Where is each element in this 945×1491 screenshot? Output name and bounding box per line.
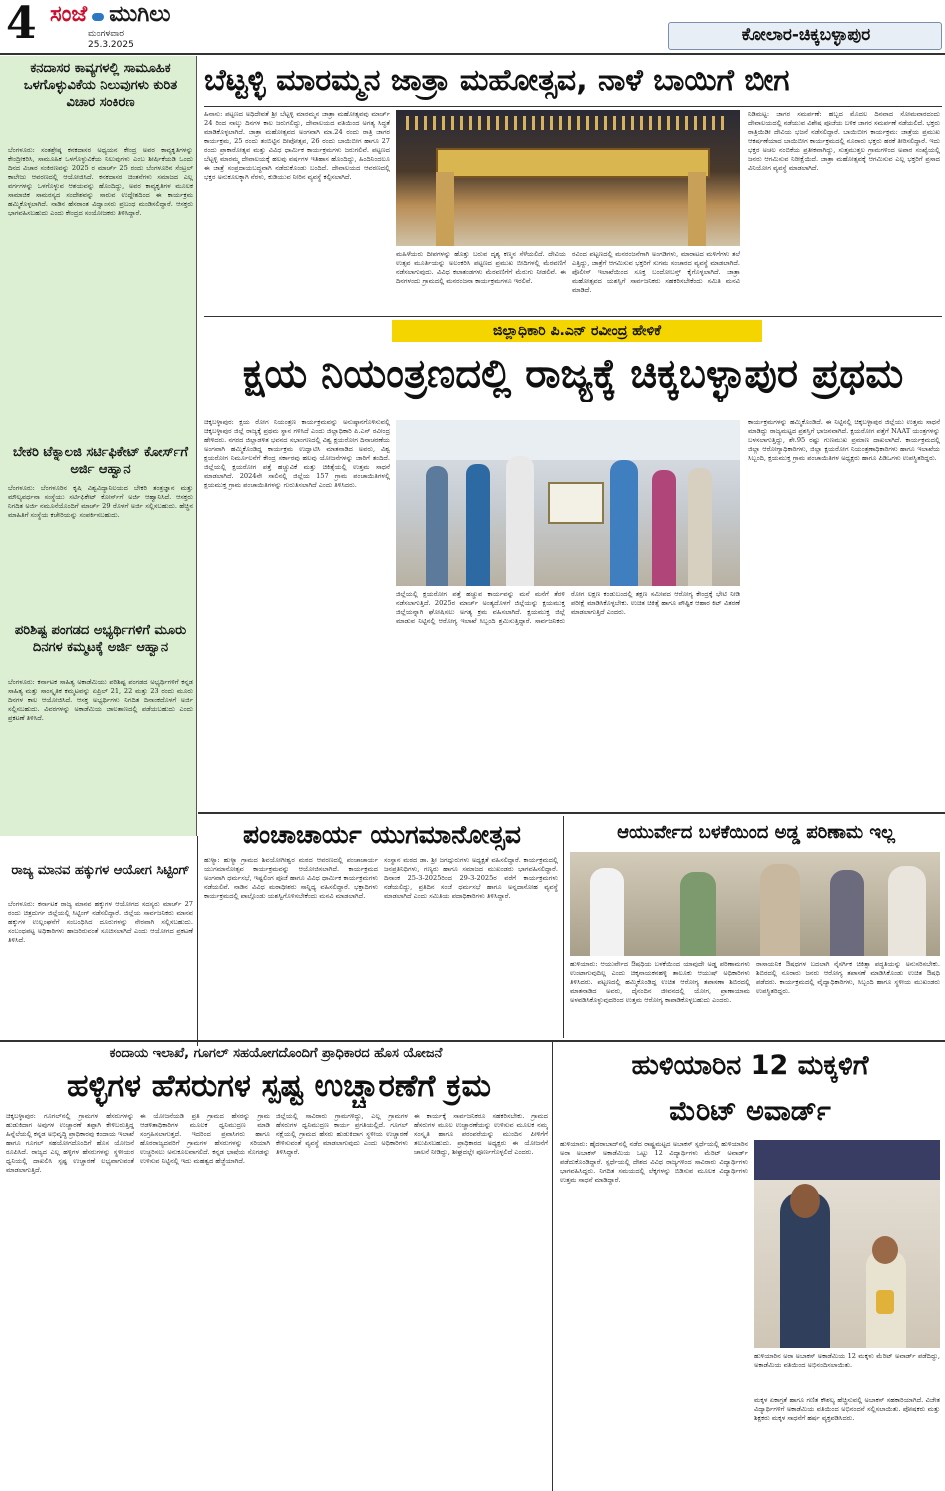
person-2: [466, 464, 490, 586]
student-face: [872, 1236, 898, 1264]
temple-pillar-right: [688, 172, 706, 246]
story2-bottom-rule: [198, 812, 945, 814]
temple-gate-arch: [436, 148, 710, 178]
cloud-icon: [92, 13, 104, 21]
story3-divider: [563, 816, 564, 1038]
issue-date: 25.3.2025: [88, 40, 134, 50]
story2-col1: ಚಿಕ್ಕಬಳ್ಳಾಪುರ: ಕ್ಷಯ ರೋಗ ನಿಯಂತ್ರಣ ಕಾರ್ಯಕ್ರಮವನ್ನು ಅನುಷ್ಠಾನಗೊಳಿಸುವಲ್ಲಿ ಚಿಕ್ಕಬಳ್ಳಾಪುರ ಜಿಲ್ಲೆ ರಾಜ್ಯಕ್ಕೆ ಪ್ರಥಮ ಸ್ಥಾನ ಗಳಿಸಿದೆ ಎಂದು ಜಿಲ್ಲಾಧಿಕಾರಿ ಪಿ.ಎನ್ ರವೀಂದ್ರ ಹೇಳಿದರು. ನಗರದ ಜಿಲ್ಲಾಡಳಿತ ಭವನದ ಸಭಾಂಗಣದಲ್ಲಿ ವಿಶ್ವ ಕ್ಷಯರೋಗ ದಿನಾಚರಣೆಯ ಅಂಗವಾಗಿ ಹಮ್ಮಿಕೊಂಡಿದ್ದ ಕಾರ್ಯಕ್ರಮ ಉದ್ಘಾಟಿಸಿ ಮಾತನಾಡಿದ ಅವರು, ವಿಶ್ವ ಕ್ಷಯರೋಗ ನಿರ್ಮೂಲನೆಗೆ ಕೇಂದ್ರ ಸರ್ಕಾರವು ಹಲವು ಯೋಜನೆಗಳನ್ನು ಜಾರಿಗೆ ತಂದಿದೆ. ಜಿಲ್ಲೆಯಲ್ಲಿ ಕ್ಷಯರೋಗ ಪತ್ತೆ ಹಚ್ಚುವಿಕೆ ಮತ್ತು ಚಿಕಿತ್ಸೆಯಲ್ಲಿ ಉತ್ತಮ ಸಾಧನೆ ಮಾಡಲಾಗಿದೆ. 2024ನೇ ಸಾಲಿನಲ್ಲಿ ಜಿಲ್ಲೆಯ 157 ಗ್ರಾಮ ಪಂಚಾಯಿತಿಗಳಲ್ಲಿ ಕ್ಷಯಮುಕ್ತ ಗ್ರಾಮ ಪಂಚಾಯಿತಿಗಳನ್ನು ಗುರುತಿಸಲಾಗಿದೆ ಎಂದು ತಿಳಿಸಿದರು.: [204, 418, 390, 489]
story5-headline: ಹಳ್ಳಿಗಳ ಹೆಸರುಗಳ ಸ್ಪಷ್ಟ ಉಚ್ಚಾರಣೆಗೆ ಕ್ರಮ: [67, 1068, 491, 1104]
person-5: [652, 470, 676, 586]
story1-headline: ಬೆಟ್ಟಳ್ಳಿ ಮಾರಮ್ಮನ ಜಾತ್ರಾ ಮಹೋತ್ಸವ, ನಾಳೆ ಬಾಯಿಗೆ ಬೀಗ: [204, 63, 790, 98]
story6-headline-line2: ಮೆರಿಟ್ ಅವಾರ್ಡ್: [669, 1096, 831, 1127]
story6-photo: [754, 1140, 940, 1348]
temple-lights: [406, 116, 730, 130]
sidebar-divider: [197, 836, 198, 1046]
masthead: [0, 0, 945, 52]
story2-headline: ಕ್ಷಯ ನಿಯಂತ್ರಣದಲ್ಲಿ ರಾಜ್ಯಕ್ಕೆ ಚಿಕ್ಕಬಳ್ಳಾಪುರ ಪ್ರಥಮ: [242, 351, 904, 397]
academy-banner: [754, 1140, 940, 1180]
story4-col1: ಹುಳಿಯಾರು: ಆಯುರ್ವೇದ ಔಷಧಿಯ ಬಳಕೆಯಿಂದ ಯಾವುದೇ ಅಡ್ಡ ಪರಿಣಾಮಗಳು ಉಂಟಾಗುವುದಿಲ್ಲ ಎಂದು ಚಿಕ್ಕನಾಯಕನಹಳ್ಳಿ ತಾಲೂಕು ಆಯುಷ್ ಅಧಿಕಾರಿಗಳು ತಿಳಿಸಿದರು. ಪಟ್ಟಣದಲ್ಲಿ ಹಮ್ಮಿಕೊಂಡಿದ್ದ ಉಚಿತ ಆರೋಗ್ಯ ತಪಾಸಣಾ ಶಿಬಿರದಲ್ಲಿ ಮಾತನಾಡಿದ ಅವರು, ದೈನಂದಿನ ಜೀವನದಲ್ಲಿ ಯೋಗ, ಪ್ರಾಣಾಯಾಮ ಅಳವಡಿಸಿಕೊಳ್ಳುವುದರಿಂದ ಉತ್ತಮ ಆರೋಗ್ಯ ಕಾಪಾಡಿಕೊಳ್ಳಬಹುದು ಎಂದರು.: [570, 960, 750, 1004]
newspaper-logo: [50, 2, 171, 27]
story2-tag: ಜಿಲ್ಲಾಧಿಕಾರಿ ಪಿ.ಎನ್ ರವೀಂದ್ರ ಹೇಳಿಕೆ: [492, 323, 662, 339]
story4-photo: [570, 852, 940, 956]
logo-part1: ಸಂಜೆ: [50, 2, 88, 27]
sidebar-heading-3: ಪರಿಶಿಷ್ಟ ಪಂಗಡದ ಅಭ್ಯರ್ಥಿಗಳಿಗೆ ಮೂರು ದಿನಗಳ ಕಮ್ಮಟಕ್ಕೆ ಅರ್ಜಿ ಆಹ್ವಾನ: [14, 623, 187, 655]
award-frame: [548, 482, 604, 524]
person-6: [688, 468, 712, 586]
story5-col1: ಚಿಕ್ಕಬಳ್ಳಾಪುರ: ಗೂಗಲ್‌ನಲ್ಲಿ ಗ್ರಾಮಗಳ ಹೆಸರುಗಳನ್ನು ಹುಡುಕಿದಾಗ ಅವುಗಳ ಉಚ್ಚಾರಣೆ ತಪ್ಪಾಗಿ ಕೇಳಿಬರುತ್ತಿದ್ದ ಹಿನ್ನೆಲೆಯಲ್ಲಿ ಕನ್ನಡ ಅಭಿವೃದ್ಧಿ ಪ್ರಾಧಿಕಾರವು ಕಂದಾಯ ಇಲಾಖೆ ಹಾಗೂ ಗೂಗಲ್ ಸಹಯೋಗದೊಂದಿಗೆ ಹೊಸ ಯೋಜನೆ ರೂಪಿಸಿದೆ. ರಾಜ್ಯದ ಎಲ್ಲ ಹಳ್ಳಿಗಳ ಹೆಸರುಗಳನ್ನು ಸ್ಥಳೀಯರ ಧ್ವನಿಯಲ್ಲಿ ದಾಖಲಿಸಿ ಸ್ಪಷ್ಟ ಉಚ್ಚಾರಣೆ ಲಭ್ಯವಾಗುವಂತೆ ಮಾಡಲಾಗುತ್ತಿದೆ.: [6, 1112, 134, 1174]
story4-bottom-rule: [0, 1040, 945, 1042]
story1-rule: [204, 106, 942, 107]
stage-backdrop: [396, 420, 740, 460]
story3-col1: ಹುಳ್ಯಾ: ಹುಳ್ಯಾ ಗ್ರಾಮದ ಶಿವಯೋಗೀಶ್ವರ ಮಠದ ಆವರಣದಲ್ಲಿ ಪಂಚಾಚಾರ್ಯ ಯುಗಮಾನೋತ್ಸವ ಕಾರ್ಯಕ್ರಮವನ್ನು ಆಯೋಜಿಸಲಾಗಿದೆ. ಕಾರ್ಯಕ್ರಮದ ಅಂಗವಾಗಿ ಧರ್ಮಸಭೆ, ಇಷ್ಟಲಿಂಗ ಪೂಜೆ ಹಾಗೂ ವಿವಿಧ ಧಾರ್ಮಿಕ ಕಾರ್ಯಕ್ರಮಗಳು ನಡೆಯಲಿವೆ. ನಾಡಿನ ವಿವಿಧ ಮಠಾಧೀಶರು ಸಾನ್ನಿಧ್ಯ ವಹಿಸಲಿದ್ದಾರೆ. ಭಕ್ತಾದಿಗಳು ಕಾರ್ಯಕ್ರಮದಲ್ಲಿ ಪಾಲ್ಗೊಂಡು ಯಶಸ್ವಿಗೊಳಿಸಬೇಕೆಂದು ಮನವಿ ಮಾಡಲಾಗಿದೆ.: [204, 856, 378, 900]
patient-figure-1: [680, 872, 716, 956]
story1-col1: ಹಿನಾಸು: ಪಟ್ಟಣದ ಅಧಿದೇವತೆ ಶ್ರೀ ಬೆಟ್ಟಳ್ಳಿ ಮಾರಮ್ಮನ ಜಾತ್ರಾ ಮಹೋತ್ಸವವು ಮಾರ್ಚ್ 24 ರಿಂದ ನಾಲ್ಕು ದಿನಗಳ ಕಾಲ ಜರುಗಲಿದ್ದು, ದೇವಾಲಯದ ವತಿಯಿಂದ ಅಗತ್ಯ ಸಿದ್ಧತೆ ಮಾಡಿಕೊಳ್ಳಲಾಗಿದೆ. ಜಾತ್ರಾ ಮಹೋತ್ಸವದ ಅಂಗವಾಗಿ ಮಾ.24 ರಂದು ರಾತ್ರಿ ಜಾಗರ ಕಾರ್ಯಕ್ರಮ, 25 ರಂದು ತಂಬಿಟ್ಟಿನ ದೀಪೋತ್ಸವ, 26 ರಂದು ಬಾಯಿಬೀಗ ಹಾಗೂ 27 ರಂದು ಪ್ರಾಕಾರೋತ್ಸವ ಮತ್ತು ವಿವಿಧ ಧಾರ್ಮಿಕ ಕಾರ್ಯಕ್ರಮಗಳು ಜರುಗಲಿವೆ. ಪಟ್ಟಣದ ಬೆಟ್ಟಳ್ಳಿ ಮಾರಮ್ಮ ದೇವಾಲಯಕ್ಕೆ ಹಲವು ವರ್ಷಗಳ ಇತಿಹಾಸ ಹೊಂದಿದ್ದು, ಹಿಂದಿನಿಂದಲೂ ಈ ಜಾತ್ರೆ ಸಂಪ್ರದಾಯಬದ್ಧವಾಗಿ ನಡೆದುಕೊಂಡು ಬಂದಿದೆ. ದೇವಾಲಯದ ಆವರಣದಲ್ಲಿ ಭಕ್ತರ ಅನುಕೂಲಕ್ಕಾಗಿ ನೆರಳು, ಕುಡಿಯುವ ನೀರಿನ ವ್ಯವಸ್ಥೆ ಕಲ್ಪಿಸಲಾಗಿದೆ.: [204, 110, 390, 181]
story5-divider: [552, 1042, 553, 1491]
issue-day: ಮಂಗಳವಾರ: [88, 29, 125, 39]
page-number: 4: [6, 0, 37, 49]
story1-col4: ನಿಡಿಮಟ್ಟ: ಜಾಗರ ಸಮರ್ಪಣೆ: ಹಬ್ಬದ ಮೊದಲ ದಿನವಾದ ಸೋಮವಾರದಂದು ದೇವಾಲಯದಲ್ಲಿ ನಡೆಯುವ ವಿಶೇಷ ಪೂಜೆಯ ಬಳಿಕ ಜಾಗರ ಸಮರ್ಪಣೆ ನಡೆಯಲಿದೆ. ಭಕ್ತರು ರಾತ್ರಿಯಿಡೀ ದೇವಿಯ ಭಜನೆ ನಡೆಸಲಿದ್ದಾರೆ. ಬಾಯಿಬೀಗ ಕಾರ್ಯಕ್ರಮ: ಜಾತ್ರೆಯ ಪ್ರಮುಖ ಆಕರ್ಷಣೆಯಾದ ಬಾಯಿಬೀಗ ಕಾರ್ಯಕ್ರಮದಲ್ಲಿ ನೂರಾರು ಭಕ್ತರು ಹರಕೆ ತೀರಿಸಲಿದ್ದಾರೆ. ಇದು ಭಕ್ತರ ಅಚಲ ನಂಬಿಕೆಯ ಪ್ರತೀಕವಾಗಿದ್ದು, ಸುತ್ತಮುತ್ತಲ ಗ್ರಾಮಗಳಿಂದ ಅಪಾರ ಸಂಖ್ಯೆಯಲ್ಲಿ ಜನರು ಆಗಮಿಸುವ ನಿರೀಕ್ಷೆಯಿದೆ. ಜಾತ್ರಾ ಮಹೋತ್ಸವಕ್ಕೆ ಆಗಮಿಸುವ ಎಲ್ಲ ಭಕ್ತರಿಗೆ ಪ್ರಸಾದ ವಿನಿಯೋಗ ವ್ಯವಸ್ಥೆ ಮಾಡಲಾಗಿದೆ.: [748, 110, 940, 172]
logo-part2: ಮುಗಿಲು: [109, 2, 171, 27]
story1-col3: ರವಿಂದ ಪಟ್ಟಣದಲ್ಲಿ ಮನರಂಜನೆಗಾಗಿ ಅಂಗಡಿಗಳು, ಮಾರಾಟದ ಮಳಿಗೆಗಳು ತಲೆ ಎತ್ತಿದ್ದು, ಜಾತ್ರೆಗೆ ಆಗಮಿಸುವ ಭಕ್ತರಿಗೆ ಸುಗಮ ಸಂಚಾರದ ವ್ಯವಸ್ಥೆ ಮಾಡಲಾಗಿದೆ. ಪೊಲೀಸ್ ಇಲಾಖೆಯಿಂದ ಸೂಕ್ತ ಬಂದೋಬಸ್ತ್ ಕೈಗೊಳ್ಳಲಾಗಿದೆ. ಜಾತ್ರಾ ಮಹೋತ್ಸವದ ಯಶಸ್ಸಿಗೆ ಸಾರ್ವಜನಿಕರು ಸಹಕರಿಸಬೇಕೆಂದು ಸಮಿತಿ ಮನವಿ ಮಾಡಿದೆ.: [572, 250, 740, 294]
story4-headline: ಆಯುರ್ವೇದ ಬಳಕೆಯಿಂದ ಅಡ್ಡ ಪರಿಣಾಮ ಇಲ್ಲ: [617, 822, 895, 843]
story6-caption: ಹುಳಿಯಾರಿನ ಅರಾ ಅಬಾಕಸ್ ಅಕಾಡೆಮಿಯ 12 ಮಕ್ಕಳು ಮೆರಿಟ್ ಅವಾರ್ಡ್ ಪಡೆದಿದ್ದು, ಅಕಾಡೆಮಿಯ ವತಿಯಿಂದ ಅಭಿನಂದಿಸಲಾಯಿತು.: [754, 1352, 940, 1369]
story6-headline-line1: ಹುಳಿಯಾರಿನ 12 ಮಕ್ಕಳಿಗೆ: [631, 1050, 869, 1081]
temple-pillar-left: [436, 172, 454, 246]
patient-figure-3: [830, 870, 864, 956]
staff-figure: [888, 866, 926, 956]
person-3: [506, 456, 534, 586]
story1-col2: ಮಹಿಳೆಯರು ದೀಪಗಳನ್ನು ಹೊತ್ತು ಬರುವ ದೃಶ್ಯ ಕಣ್ಮನ ಸೆಳೆಯಲಿದೆ. ದೇವಿಯ ಉತ್ಸವ ಮೂರ್ತಿಯನ್ನು ಅಲಂಕರಿಸಿ ಪಟ್ಟಣದ ಪ್ರಮುಖ ಬೀದಿಗಳಲ್ಲಿ ಮೆರವಣಿಗೆ ನಡೆಸಲಾಗುವುದು. ವಿವಿಧ ಕಲಾತಂಡಗಳು ಮೆರವಣಿಗೆಗೆ ಮೆರುಗು ನೀಡಲಿವೆ. ಈ ದಿನಗಳಂದು ಗ್ರಾಮದಲ್ಲಿ ಮನರಂಜನಾ ಕಾರ್ಯಕ್ರಮಗಳೂ ಇರಲಿವೆ.: [396, 250, 566, 285]
story1-bottom-rule: [204, 316, 942, 317]
story4-col2: ರಾಸಾಯನಿಕ ಔಷಧಗಳ ಬದಲಾಗಿ ನೈಸರ್ಗಿಕ ಚಿಕಿತ್ಸಾ ಪದ್ಧತಿಯನ್ನು ಅನುಸರಿಸಬೇಕು. ಶಿಬಿರದಲ್ಲಿ ನೂರಾರು ಜನರು ಆರೋಗ್ಯ ತಪಾಸಣೆ ಮಾಡಿಸಿಕೊಂಡು ಉಚಿತ ಔಷಧಿ ಪಡೆದರು. ಕಾರ್ಯಕ್ರಮದಲ್ಲಿ ವೈದ್ಯಾಧಿಕಾರಿಗಳು, ಸಿಬ್ಬಂದಿ ಹಾಗೂ ಸ್ಥಳೀಯ ಮುಖಂಡರು ಉಪಸ್ಥಿತರಿದ್ದರು.: [756, 960, 940, 995]
sidebar-heading-1: ಕನದಾಸರ ಕಾವ್ಯಗಳಲ್ಲಿ ಸಾಮೂಹಿಕ ಒಳಗೊಳ್ಳುವಿಕೆಯ ನಿಲುವುಗಳು ಕುರಿತ ವಿಚಾರ ಸಂಕಿರಣ: [23, 61, 178, 110]
patient-figure-2: [760, 864, 800, 956]
story3-headline: ಪಂಚಾಚಾರ್ಯ ಯುಗಮಾನೋತ್ಸವ: [243, 820, 521, 849]
story2-col2: ಜಿಲ್ಲೆಯಲ್ಲಿ ಕ್ಷಯರೋಗ ಪತ್ತೆ ಹಚ್ಚುವ ಕಾರ್ಯವನ್ನು ಮನೆ ಮನೆಗೆ ತೆರಳಿ ನಡೆಸಲಾಗುತ್ತಿದೆ. 2025ರ ಮಾರ್ಚ್ ಅಂತ್ಯದೊಳಗೆ ಜಿಲ್ಲೆಯನ್ನು ಕ್ಷಯಮುಕ್ತ ಜಿಲ್ಲೆಯನ್ನಾಗಿ ಘೋಷಿಸಲು ಅಗತ್ಯ ಕ್ರಮ ವಹಿಸಲಾಗಿದೆ. ಕ್ಷಯಮುಕ್ತ ಜಿಲ್ಲೆ ಮಾಡುವ ನಿಟ್ಟಿನಲ್ಲಿ ಆರೋಗ್ಯ ಇಲಾಖೆ ಸಿಬ್ಬಂದಿ ಶ್ರಮಿಸುತ್ತಿದ್ದಾರೆ. ಸಾರ್ವಜನಿಕರು ರೋಗ ಲಕ್ಷಣ ಕಂಡುಬಂದಲ್ಲಿ ತಕ್ಷಣ ಸಮೀಪದ ಆರೋಗ್ಯ ಕೇಂದ್ರಕ್ಕೆ ಭೇಟಿ ನೀಡಿ ಪರೀಕ್ಷೆ ಮಾಡಿಸಿಕೊಳ್ಳಬೇಕು. ಉಚಿತ ಚಿಕಿತ್ಸೆ ಹಾಗೂ ಪೌಷ್ಟಿಕ ಆಹಾರ ಕಿಟ್ ವಿತರಣೆ ಮಾಡಲಾಗುತ್ತಿದೆ ಎಂದರು.: [396, 590, 740, 625]
person-1: [426, 466, 448, 586]
section-title: ಕೋಲಾರ-ಚಿಕ್ಕಬಳ್ಳಾಪುರ: [741, 25, 871, 45]
sidebar-body-1: ಬೆಂಗಳೂರು: ಸಂತಶ್ರೇಷ್ಠ ಕನಕದಾಸರ ಅಧ್ಯಯನ ಕೇಂದ್ರ ಅವರ ಕಾವ್ಯಕೃತಿಗಳನ್ನು ಕೇಂದ್ರೀಕರಿಸಿ, ಸಾಮೂಹಿಕ ಒಳಗೊಳ್ಳುವಿಕೆಯ ನಿಲುವುಗಳು ಎಂಬ ಶೀರ್ಷಿಕೆಯಡಿ ಒಂದು ದಿನದ ವಿಚಾರ ಸಂಕಿರಣವನ್ನು 2025 ರ ಮಾರ್ಚ್ 25 ರಂದು ಬೆಂಗಳೂರಿನ ಸೆಂಟ್ರಲ್ ಕಾಲೇಜು ಆವರಣದಲ್ಲಿ ಆಯೋಜಿಸಿದೆ. ಕನಕದಾಸರ ಚಿಂತನೆಗಳು ಸಮಾಜದ ಎಲ್ಲ ವರ್ಗಗಳನ್ನು ಒಳಗೊಳ್ಳುವ ಆಶಯವನ್ನು ಹೊಂದಿದ್ದು, ಅವರ ಕಾವ್ಯಕೃತಿಗಳ ಮೂಲಕ ಸಾಮಾಜಿಕ ಸಾಮರಸ್ಯದ ಸಂದೇಶವನ್ನು ಸಾರುವ ಉದ್ದೇಶದಿಂದ ಈ ಕಾರ್ಯಕ್ರಮ ಹಮ್ಮಿಕೊಳ್ಳಲಾಗಿದೆ. ನಾಡಿನ ಹೆಸರಾಂತ ವಿದ್ವಾಂಸರು ಪ್ರಬಂಧ ಮಂಡಿಸಲಿದ್ದಾರೆ. ಆಸಕ್ತರು ಭಾಗವಹಿಸಬಹುದು ಎಂದು ಕೇಂದ್ರದ ಸಂಯೋಜಕರು ತಿಳಿಸಿದ್ದಾರೆ.: [8, 146, 193, 217]
person-4: [610, 460, 638, 586]
trophy-icon: [876, 1290, 894, 1314]
sidebar-heading-2: ಬೇಕರಿ ಟೆಕ್ನಾಲಜಿ ಸರ್ಟಿಫಿಕೇಟ್ ಕೋರ್ಸ್‌ಗೆ ಅರ್ಜಿ ಆಹ್ವಾನ: [13, 445, 188, 477]
sidebar-body-4: ಬೆಂಗಳೂರು: ಕರ್ನಾಟಕ ರಾಜ್ಯ ಮಾನವ ಹಕ್ಕುಗಳ ಆಯೋಗದ ಸದಸ್ಯರು ಮಾರ್ಚ್ 27 ರಂದು ಚಿತ್ರದುರ್ಗ ಜಿಲ್ಲೆಯಲ್ಲಿ ಸಿಟ್ಟಿಂಗ್ ನಡೆಸಲಿದ್ದಾರೆ. ಜಿಲ್ಲೆಯ ಸಾರ್ವಜನಿಕರು ಮಾನವ ಹಕ್ಕುಗಳ ಉಲ್ಲಂಘನೆಗೆ ಸಂಬಂಧಿಸಿದ ದೂರುಗಳನ್ನು ನೇರವಾಗಿ ಸಲ್ಲಿಸಬಹುದು. ಸಂಬಂಧಪಟ್ಟ ಅಧಿಕಾರಿಗಳು ಹಾಜರಿರುವಂತೆ ಸೂಚಿಸಲಾಗಿದೆ ಎಂದು ಆಯೋಗದ ಪ್ರಕಟಣೆ ತಿಳಿಸಿದೆ.: [8, 900, 193, 944]
story3-col2: ಸಂಸ್ಥಾನ ಮಠದ ಡಾ. ಶ್ರೀ ಜಗದ್ಗುರುಗಳು ಅಧ್ಯಕ್ಷತೆ ವಹಿಸಲಿದ್ದಾರೆ. ಕಾರ್ಯಕ್ರಮದಲ್ಲಿ ಜನಪ್ರತಿನಿಧಿಗಳು, ಗಣ್ಯರು ಹಾಗೂ ಸಮಾಜದ ಮುಖಂಡರು ಭಾಗವಹಿಸಲಿದ್ದಾರೆ. ದಿನಾಂಕ 25-3-2025ರಿಂದ 29-3-2025ರ ವರೆಗೆ ಕಾರ್ಯಕ್ರಮಗಳು ನಡೆಯಲಿದ್ದು, ಪ್ರತಿದಿನ ಸಂಜೆ ಧರ್ಮಸಭೆ ಹಾಗೂ ಅನ್ನದಾಸೋಹ ವ್ಯವಸ್ಥೆ ಮಾಡಲಾಗಿದೆ ಎಂದು ಸಮಿತಿಯ ಪದಾಧಿಕಾರಿಗಳು ತಿಳಿಸಿದ್ದಾರೆ.: [384, 856, 558, 900]
sidebar-body-3: ಬೆಂಗಳೂರು: ಕರ್ನಾಟಕ ಸಾಹಿತ್ಯ ಅಕಾಡೆಮಿಯು ಪರಿಶಿಷ್ಟ ಪಂಗಡದ ಅಭ್ಯರ್ಥಿಗಳಿಗೆ ಕನ್ನಡ ಸಾಹಿತ್ಯ ಮತ್ತು ಸಾಂಸ್ಕೃತಿಕ ಕಮ್ಮಟವನ್ನು ಏಪ್ರಿಲ್ 21, 22 ಮತ್ತು 23 ರಂದು ಮೂರು ದಿನಗಳ ಕಾಲ ಆಯೋಜಿಸಿದೆ. ಆಸಕ್ತ ಅಭ್ಯರ್ಥಿಗಳು ನಿಗದಿತ ದಿನಾಂಕದೊಳಗೆ ಅರ್ಜಿ ಸಲ್ಲಿಸಬಹುದು. ವಿವರಗಳನ್ನು ಅಕಾಡೆಮಿಯ ಜಾಲತಾಣದಲ್ಲಿ ಪಡೆಯಬಹುದು ಎಂದು ಪ್ರಕಟಣೆ ತಿಳಿಸಿದೆ.: [8, 678, 193, 722]
sidebar-heading-4: ರಾಜ್ಯ ಮಾನವ ಹಕ್ಕುಗಳ ಆಯೋಗ ಸಿಟ್ಟಿಂಗ್: [11, 863, 190, 878]
story1-temple-photo: [396, 110, 740, 246]
story5-col2: ಈ ಯೋಜನೆಯಡಿ ಪ್ರತಿ ಗ್ರಾಮದ ಹೆಸರನ್ನು ಗ್ರಾಮ ಆಡಳಿತಾಧಿಕಾರಿಗಳ ಮೂಲಕ ಧ್ವನಿಮುದ್ರಣ ಮಾಡಿ ಸಂಗ್ರಹಿಸಲಾಗುತ್ತದೆ. ಇದರಿಂದ ಪ್ರವಾಸಿಗರು ಹಾಗೂ ಹೊರರಾಜ್ಯದವರಿಗೆ ಗ್ರಾಮಗಳ ಹೆಸರುಗಳನ್ನು ಸರಿಯಾಗಿ ಉಚ್ಚರಿಸಲು ಅನುಕೂಲವಾಗಲಿದೆ. ಕನ್ನಡ ಭಾಷೆಯ ಸೊಗಡನ್ನು ಉಳಿಸುವ ನಿಟ್ಟಿನಲ್ಲಿ ಇದು ಮಹತ್ವದ ಹೆಜ್ಜೆಯಾಗಿದೆ.: [140, 1112, 270, 1165]
doctor-figure: [590, 868, 624, 956]
story2-award-photo: [396, 420, 740, 586]
story5-kicker: ಕಂದಾಯ ಇಲಾಖೆ, ಗೂಗಲ್ ಸಹಯೋಗದೊಂದಿಗೆ ಪ್ರಾಧಿಕಾರದ ಹೊಸ ಯೋಜನೆ: [109, 1046, 443, 1061]
story5-col4: ಈ ಕಾರ್ಯಕ್ಕೆ ಸಾರ್ವಜನಿಕರೂ ಸಹಕರಿಸಬೇಕು. ಗ್ರಾಮದ ಹೆಸರುಗಳ ಮೂಲ ಉಚ್ಚಾರಣೆಯನ್ನು ಉಳಿಸುವ ಮೂಲಕ ನಮ್ಮ ಸಂಸ್ಕೃತಿ ಹಾಗೂ ಪರಂಪರೆಯನ್ನು ಮುಂದಿನ ಪೀಳಿಗೆಗೆ ತಲುಪಿಸಬಹುದು. ಪ್ರಾಧಿಕಾರದ ಅಧ್ಯಕ್ಷರು ಈ ಯೋಜನೆಗೆ ಚಾಲನೆ ನೀಡಿದ್ದು, ಶೀಘ್ರದಲ್ಲೇ ಪೂರ್ಣಗೊಳ್ಳಲಿದೆ ಎಂದರು.: [414, 1112, 548, 1156]
story5-col3: ಜಿಲ್ಲೆಯಲ್ಲಿ ಸಾವಿರಾರು ಗ್ರಾಮಗಳಿದ್ದು, ಎಲ್ಲ ಗ್ರಾಮಗಳ ಹೆಸರುಗಳ ಧ್ವನಿಮುದ್ರಣ ಕಾರ್ಯ ಪ್ರಗತಿಯಲ್ಲಿದೆ. ಗೂಗಲ್ ನಕ್ಷೆಯಲ್ಲಿ ಗ್ರಾಮದ ಹೆಸರು ಹುಡುಕಿದಾಗ ಸ್ಥಳೀಯ ಉಚ್ಚಾರಣೆ ಕೇಳಿಸುವಂತೆ ವ್ಯವಸ್ಥೆ ಮಾಡಲಾಗುವುದು ಎಂದು ಅಧಿಕಾರಿಗಳು ತಿಳಿಸಿದ್ದಾರೆ.: [276, 1112, 408, 1156]
story6-col2: ಮಕ್ಕಳ ಏಕಾಗ್ರತೆ ಹಾಗೂ ಗಣಿತ ಕೌಶಲ್ಯ ಹೆಚ್ಚಿಸುವಲ್ಲಿ ಅಬಾಕಸ್ ಸಹಕಾರಿಯಾಗಿದೆ. ವಿಜೇತ ವಿದ್ಯಾರ್ಥಿಗಳಿಗೆ ಅಕಾಡೆಮಿಯ ವತಿಯಿಂದ ಅಭಿನಂದನೆ ಸಲ್ಲಿಸಲಾಯಿತು. ಪೋಷಕರು ಮತ್ತು ಶಿಕ್ಷಕರು ಮಕ್ಕಳ ಸಾಧನೆಗೆ ಹರ್ಷ ವ್ಯಕ್ತಪಡಿಸಿದರು.: [754, 1396, 940, 1422]
story2-col3: ಕಾರ್ಯಕ್ರಮಗಳನ್ನು ಹಮ್ಮಿಕೊಂಡಿದೆ. ಈ ನಿಟ್ಟಿನಲ್ಲಿ ಚಿಕ್ಕಬಳ್ಳಾಪುರ ಜಿಲ್ಲೆಯು ಉತ್ತಮ ಸಾಧನೆ ಮಾಡಿದ್ದು ರಾಜ್ಯಮಟ್ಟದ ಪ್ರಶಸ್ತಿಗೆ ಭಾಜನವಾಗಿದೆ. ಕ್ಷಯರೋಗ ಪತ್ತೆಗೆ NAAT ಯಂತ್ರಗಳನ್ನು ಬಳಸಲಾಗುತ್ತಿದ್ದು, ಶೇ.95 ರಷ್ಟು ಗುಣಮುಖ ಪ್ರಮಾಣ ದಾಖಲಾಗಿದೆ. ಕಾರ್ಯಕ್ರಮದಲ್ಲಿ ಜಿಲ್ಲಾ ಆರೋಗ್ಯಾಧಿಕಾರಿಗಳು, ಜಿಲ್ಲಾ ಕ್ಷಯರೋಗ ನಿಯಂತ್ರಣಾಧಿಕಾರಿಗಳು ಹಾಗೂ ಇಲಾಖೆಯ ಸಿಬ್ಬಂದಿ, ಕ್ಷಯಮುಕ್ತ ಗ್ರಾಮ ಪಂಚಾಯಿತಿಗಳ ಅಧ್ಯಕ್ಷರು ಹಾಗೂ ಪಿಡಿಒಗಳು ಉಪಸ್ಥಿತರಿದ್ದರು.: [748, 418, 940, 462]
sidebar-body-2: ಬೆಂಗಳೂರು: ಬೆಂಗಳೂರಿನ ಕೃಷಿ ವಿಶ್ವವಿದ್ಯಾನಿಲಯದ ಬೇಕರಿ ತಂತ್ರಜ್ಞಾನ ಮತ್ತು ಮೌಲ್ಯವರ್ಧನಾ ಸಂಸ್ಥೆಯು ಸರ್ಟಿಫಿಕೇಟ್ ಕೋರ್ಸ್‌ಗೆ ಅರ್ಜಿ ಆಹ್ವಾನಿಸಿದೆ. ಆಸಕ್ತರು ನಿಗದಿತ ಅರ್ಜಿ ನಮೂನೆಯೊಂದಿಗೆ ಮಾರ್ಚ್ 29 ರೊಳಗೆ ಅರ್ಜಿ ಸಲ್ಲಿಸಬಹುದು. ಹೆಚ್ಚಿನ ಮಾಹಿತಿಗೆ ಸಂಸ್ಥೆಯ ಕಚೇರಿಯನ್ನು ಸಂಪರ್ಕಿಸಬಹುದು.: [8, 484, 193, 519]
teacher-face: [790, 1184, 820, 1218]
story6-col1: ಹುಳಿಯಾರು: ಹೈದರಾಬಾದ್‌ನಲ್ಲಿ ನಡೆದ ರಾಷ್ಟ್ರಮಟ್ಟದ ಅಬಾಕಸ್ ಸ್ಪರ್ಧೆಯಲ್ಲಿ ಹುಳಿಯಾರಿನ ಅರಾ ಅಬಾಕಸ್ ಅಕಾಡೆಮಿಯ ಒಟ್ಟು 12 ವಿದ್ಯಾರ್ಥಿಗಳು ಮೆರಿಟ್ ಅವಾರ್ಡ್ ಪಡೆದುಕೊಂಡಿದ್ದಾರೆ. ಸ್ಪರ್ಧೆಯಲ್ಲಿ ದೇಶದ ವಿವಿಧ ರಾಜ್ಯಗಳಿಂದ ಸಾವಿರಾರು ವಿದ್ಯಾರ್ಥಿಗಳು ಭಾಗವಹಿಸಿದ್ದರು. ನಿಗದಿತ ಸಮಯದಲ್ಲಿ ಲೆಕ್ಕಗಳನ್ನು ಬಿಡಿಸುವ ಮೂಲಕ ವಿದ್ಯಾರ್ಥಿಗಳು ಉತ್ತಮ ಸಾಧನೆ ಮಾಡಿದ್ದಾರೆ.: [560, 1140, 748, 1184]
masthead-rule: [0, 53, 945, 55]
